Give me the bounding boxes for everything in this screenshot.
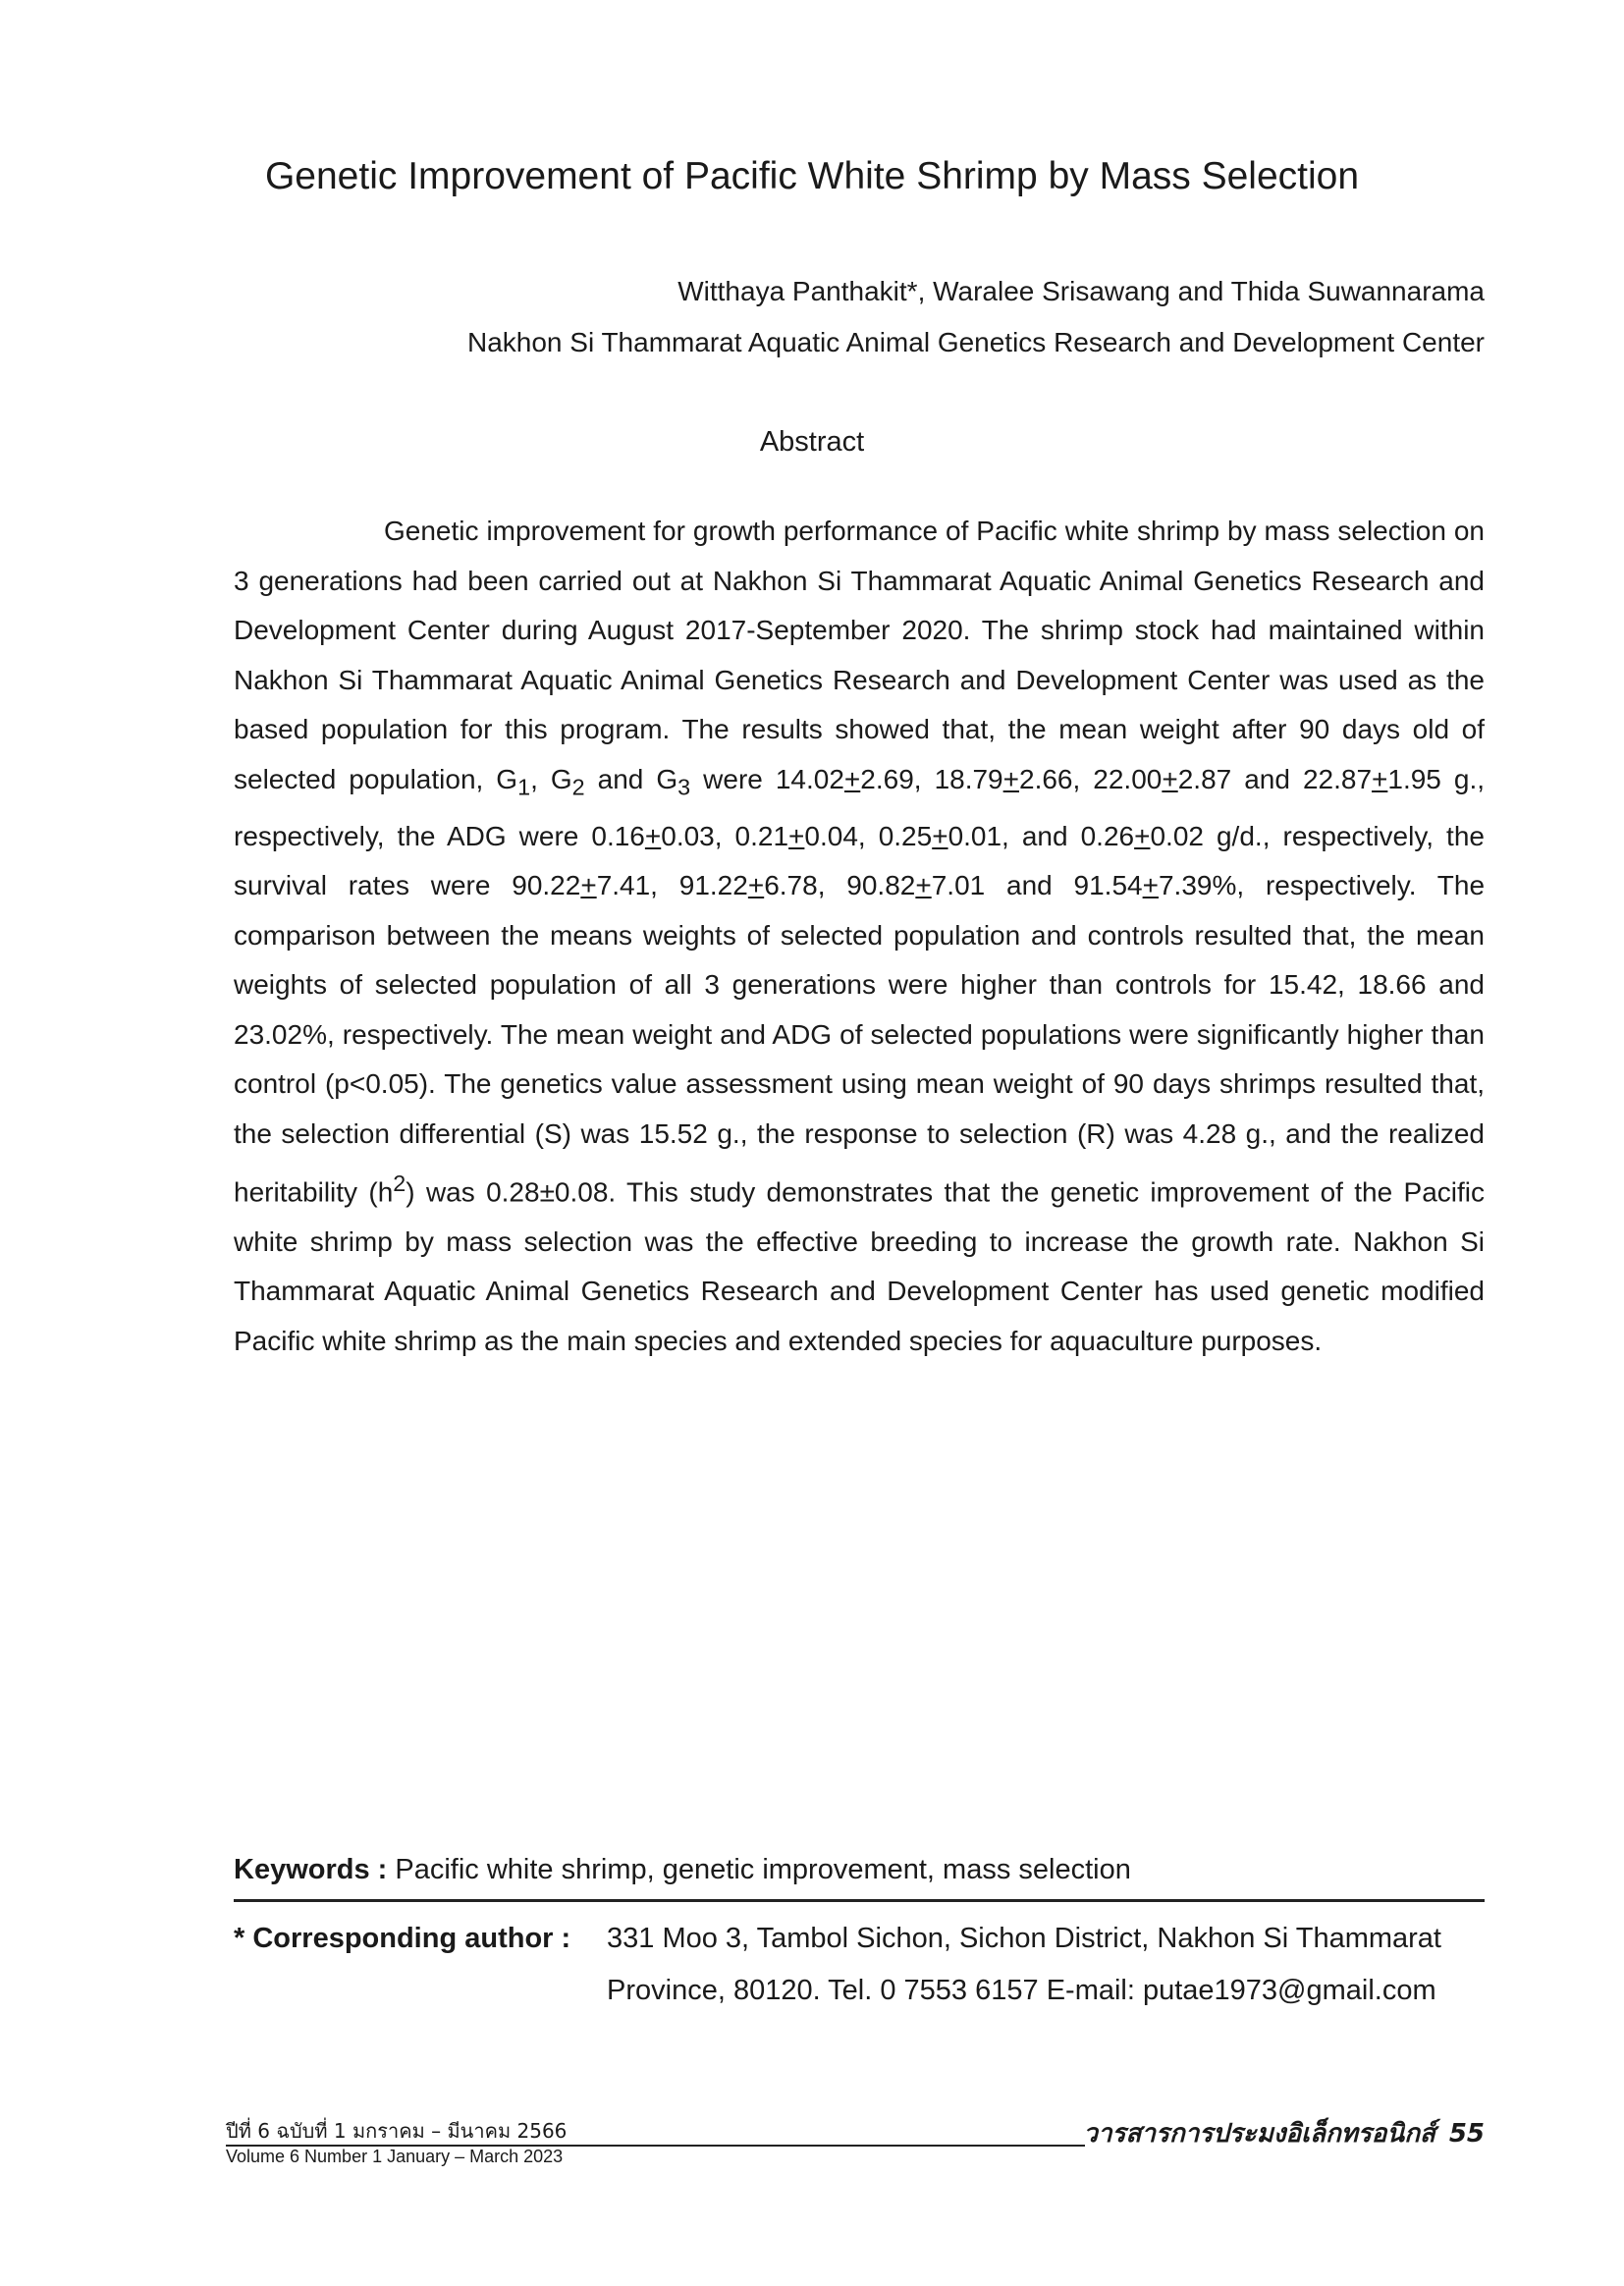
corresponding-label: * Corresponding author : bbox=[234, 1923, 571, 1954]
page-number: 55 bbox=[1448, 2119, 1485, 2149]
author-list: Witthaya Panthakit*, Waralee Srisawang and Thida Suwannarama bbox=[677, 276, 1485, 306]
corresponding-author bbox=[234, 1913, 1441, 2017]
journal-name: วารสารการประมงอิเล็กทรอนิกส์ bbox=[1083, 2119, 1435, 2149]
keywords-divider bbox=[234, 1899, 1485, 1902]
paper-title: Genetic Improvement of Pacific White Shrimp by Mass Selection bbox=[264, 155, 1360, 197]
abstract-body: Genetic improvement for growth performance of Pacific white shrimp by mass selection on 3 generations had been carried out at Nakhon Si Thammarat Aquatic Animal Genetics Research and Development Center during August 2017-September 2020. The shrimp stock had maintained within Nakhon Si Thammarat Aquatic Animal Genetics Research and Development Center was used as the based population for this program. The results showed that, the mean weight after 90 days old of selected population, $G_1$, $G_2$ and $G_3$ were 14.02+2.69, 18.79+2.66, 22.00+2.87 and 22.87+1.95 g., respectively, the ADG were 0.16+0.03, 0.21+0.04, 0.25+0.01, and 0.26+0.02 g/d., respectively, the survival rates were 90.22+7.41, 91.22+6.78, 90.82+7.01 and 91.54+7.39%, respectively. The comparison between the means weights of selected population and controls resulted that, the mean weights of selected population of all 3 generations were higher than controls for 15.42, 18.66 and 23.02%, respectively. The mean weight and ADG of selected populations were significantly higher than control (p<0.05). The genetics value assessment using mean weight of 90 days shrimps resulted that, the selection differential (S) was 15.52 g., the response to selection (R) was 4.28 g., and the realized heritability $(h^2)$ was 0.28±0.08. This study demonstrates that the genetic improvement of the Pacific white shrimp by mass selection was the effective breeding to increase the growth rate. Nakhon Si Thammarat Aquatic Animal Genetics Research and Development Center has used genetic modified Pacific white shrimp as the main species and extended species for aquaculture purposes. bbox=[234, 516, 1486, 1356]
footer-thai-issue: ปีที่ 6 ฉบับที่ 1 มกราคม – มีนาคม 2566 bbox=[226, 2119, 568, 2143]
affiliation: Nakhon Si Thammarat Aquatic Animal Genetics Research and Development Center bbox=[466, 327, 1485, 357]
footer-english-issue: Volume 6 Number 1 January – March 2023 bbox=[226, 2147, 564, 2166]
keywords bbox=[234, 1854, 1131, 1886]
keywords-label: Keywords : bbox=[234, 1854, 388, 1885]
footer-journal bbox=[1083, 2113, 1485, 2153]
keywords-text: Pacific white shrimp, genetic improvement, mass selection bbox=[387, 1854, 1131, 1885]
corresponding-address-line1: 331 Moo 3, Tambol Sichon, Sichon District, Nakhon Si Thammarat bbox=[607, 1923, 1441, 1954]
corresponding-address-line2: Province, 80120. Tel. 0 7553 6157 E-mail: putae1973@gmail.com bbox=[607, 1975, 1436, 2006]
abstract-heading: Abstract bbox=[759, 426, 865, 458]
